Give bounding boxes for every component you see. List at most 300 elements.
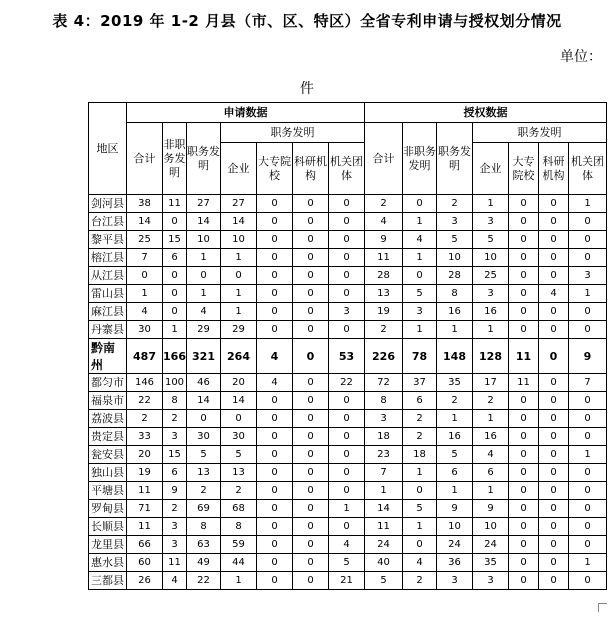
cell-value: 11 [163, 195, 187, 213]
cell-value: 14 [221, 213, 257, 231]
cell-value: 33 [127, 428, 163, 446]
table-row [89, 518, 607, 536]
cell-area: 黎平县 [89, 231, 127, 249]
cell-value: 30 [187, 428, 221, 446]
cell-value: 1 [403, 464, 437, 482]
cell-value: 24 [365, 536, 403, 554]
cell-value: 14 [187, 392, 221, 410]
cell-value: 0 [257, 213, 293, 231]
cell-value: 0 [329, 213, 365, 231]
cell-value: 6 [437, 464, 473, 482]
cell-value: 0 [509, 231, 539, 249]
cell-value: 3 [437, 572, 473, 590]
cell-value: 27 [221, 195, 257, 213]
cell-value: 4 [163, 572, 187, 590]
cell-value: 0 [257, 554, 293, 572]
cell-value: 0 [293, 536, 329, 554]
cell-area: 惠水县 [89, 554, 127, 572]
cell-value: 1 [473, 410, 509, 428]
table-row [89, 321, 607, 339]
patent-table [88, 102, 607, 590]
cell-value: 2 [187, 482, 221, 500]
cell-value: 0 [221, 267, 257, 285]
page-corner-mark [598, 603, 607, 612]
cell-value: 1 [403, 518, 437, 536]
cell-value: 0 [539, 554, 569, 572]
table-row [89, 536, 607, 554]
cell-value: 0 [403, 195, 437, 213]
cell-value: 2 [221, 482, 257, 500]
cell-value: 5 [437, 446, 473, 464]
cell-value: 1 [569, 554, 607, 572]
cell-value: 25 [473, 267, 509, 285]
cell-area: 剑河县 [89, 195, 127, 213]
cell-area: 黔南州 [89, 339, 127, 374]
cell-value: 0 [163, 213, 187, 231]
cell-area: 瓮安县 [89, 446, 127, 464]
cell-value: 2 [365, 195, 403, 213]
cell-value: 0 [329, 464, 365, 482]
cell-value: 63 [187, 536, 221, 554]
cell-value: 0 [539, 500, 569, 518]
cell-value: 36 [437, 554, 473, 572]
cell-value: 0 [509, 518, 539, 536]
cell-value: 20 [127, 446, 163, 464]
cell-value: 1 [187, 285, 221, 303]
cell-value: 0 [257, 267, 293, 285]
cell-value: 72 [365, 374, 403, 392]
cell-value: 1 [473, 482, 509, 500]
table-row [89, 374, 607, 392]
cell-value: 0 [293, 321, 329, 339]
cell-value: 4 [403, 231, 437, 249]
cell-value: 7 [127, 249, 163, 267]
cell-value: 0 [257, 231, 293, 249]
cell-value: 18 [365, 428, 403, 446]
cell-value: 0 [569, 249, 607, 267]
cell-area: 荔波县 [89, 410, 127, 428]
cell-value: 100 [163, 374, 187, 392]
cell-value: 24 [437, 536, 473, 554]
cell-value: 46 [187, 374, 221, 392]
cell-value: 0 [539, 464, 569, 482]
cell-value: 0 [293, 213, 329, 231]
cell-value: 0 [509, 303, 539, 321]
cell-value: 0 [257, 446, 293, 464]
cell-value: 1 [365, 482, 403, 500]
cell-value: 0 [539, 374, 569, 392]
cell-value: 19 [127, 464, 163, 482]
table-row [89, 195, 607, 213]
cell-value: 0 [257, 410, 293, 428]
cell-value: 0 [509, 536, 539, 554]
cell-value: 1 [473, 195, 509, 213]
cell-value: 0 [403, 267, 437, 285]
cell-value: 0 [569, 321, 607, 339]
cell-value: 1 [437, 321, 473, 339]
cell-value: 24 [473, 536, 509, 554]
header-grant-college: 大专院校 [509, 143, 539, 195]
table-body [89, 195, 607, 590]
cell-value: 0 [509, 267, 539, 285]
cell-value: 0 [329, 321, 365, 339]
header-app-enterprise: 企业 [221, 143, 257, 195]
cell-value: 0 [403, 482, 437, 500]
header-app-org: 机关团体 [329, 143, 365, 195]
cell-value: 2 [437, 392, 473, 410]
cell-value: 11 [509, 374, 539, 392]
cell-area: 麻江县 [89, 303, 127, 321]
table-row [89, 213, 607, 231]
cell-value: 0 [329, 267, 365, 285]
header-app-service: 职务发明 [187, 123, 221, 195]
cell-value: 19 [365, 303, 403, 321]
cell-value: 59 [221, 536, 257, 554]
table-row [89, 500, 607, 518]
cell-value: 66 [127, 536, 163, 554]
cell-value: 487 [127, 339, 163, 374]
cell-value: 1 [403, 249, 437, 267]
cell-area: 贵定县 [89, 428, 127, 446]
cell-value: 0 [293, 410, 329, 428]
cell-value: 4 [539, 285, 569, 303]
cell-value: 0 [509, 410, 539, 428]
cell-value: 0 [293, 374, 329, 392]
cell-value: 14 [187, 213, 221, 231]
cell-value: 0 [293, 267, 329, 285]
cell-value: 26 [127, 572, 163, 590]
cell-value: 0 [293, 500, 329, 518]
cell-value: 3 [473, 213, 509, 231]
table-row [89, 482, 607, 500]
cell-value: 25 [127, 231, 163, 249]
cell-value: 0 [293, 554, 329, 572]
cell-value: 17 [473, 374, 509, 392]
cell-value: 4 [127, 303, 163, 321]
cell-value: 0 [569, 213, 607, 231]
cell-value: 4 [403, 554, 437, 572]
cell-value: 28 [437, 267, 473, 285]
cell-value: 1 [437, 410, 473, 428]
cell-value: 0 [569, 410, 607, 428]
cell-value: 1 [127, 285, 163, 303]
cell-value: 0 [569, 303, 607, 321]
cell-value: 2 [127, 410, 163, 428]
cell-value: 0 [569, 428, 607, 446]
cell-value: 9 [365, 231, 403, 249]
cell-value: 0 [163, 303, 187, 321]
cell-value: 1 [221, 303, 257, 321]
cell-value: 9 [569, 339, 607, 374]
table-row [89, 410, 607, 428]
cell-value: 0 [539, 446, 569, 464]
cell-value: 3 [163, 518, 187, 536]
cell-value: 49 [187, 554, 221, 572]
cell-area: 三都县 [89, 572, 127, 590]
cell-value: 9 [163, 482, 187, 500]
header-app-total: 合计 [127, 123, 163, 195]
header-grant-service-invention: 职务发明 [473, 123, 607, 143]
header-area: 地区 [89, 103, 127, 195]
cell-value: 0 [509, 249, 539, 267]
cell-value: 3 [365, 410, 403, 428]
table-row [89, 249, 607, 267]
page-title: 表 4：2019 年 1-2 月县（市、区、特区）全省专利申请与授权划分情况 [52, 12, 562, 30]
header-grant-service: 职务发明 [437, 123, 473, 195]
cell-value: 30 [127, 321, 163, 339]
cell-value: 68 [221, 500, 257, 518]
cell-value: 10 [437, 249, 473, 267]
cell-value: 146 [127, 374, 163, 392]
cell-value: 0 [163, 267, 187, 285]
cell-value: 3 [473, 572, 509, 590]
cell-value: 3 [329, 303, 365, 321]
cell-value: 11 [365, 518, 403, 536]
table-row [89, 303, 607, 321]
cell-value: 4 [257, 339, 293, 374]
cell-value: 0 [293, 339, 329, 374]
cell-value: 0 [509, 500, 539, 518]
cell-value: 8 [365, 392, 403, 410]
cell-value: 20 [221, 374, 257, 392]
cell-value: 5 [365, 572, 403, 590]
cell-area: 福泉市 [89, 392, 127, 410]
cell-value: 3 [403, 303, 437, 321]
cell-value: 0 [569, 231, 607, 249]
cell-value: 321 [187, 339, 221, 374]
cell-value: 0 [509, 195, 539, 213]
cell-value: 13 [187, 464, 221, 482]
cell-value: 0 [293, 464, 329, 482]
table-row [89, 572, 607, 590]
cell-value: 3 [437, 213, 473, 231]
cell-value: 0 [257, 518, 293, 536]
cell-value: 0 [569, 572, 607, 590]
cell-value: 0 [509, 213, 539, 231]
cell-value: 53 [329, 339, 365, 374]
cell-area: 龙里县 [89, 536, 127, 554]
unit-label: 单位： [560, 49, 602, 65]
cell-value: 0 [257, 321, 293, 339]
cell-value: 0 [329, 285, 365, 303]
cell-value: 128 [473, 339, 509, 374]
cell-value: 0 [329, 446, 365, 464]
cell-value: 1 [221, 249, 257, 267]
cell-value: 27 [187, 195, 221, 213]
cell-value: 8 [163, 392, 187, 410]
cell-value: 22 [329, 374, 365, 392]
cell-value: 29 [221, 321, 257, 339]
cell-value: 0 [509, 285, 539, 303]
cell-value: 16 [473, 303, 509, 321]
cell-value: 0 [163, 285, 187, 303]
cell-area: 独山县 [89, 464, 127, 482]
cell-value: 0 [569, 482, 607, 500]
cell-value: 11 [163, 554, 187, 572]
cell-value: 0 [293, 446, 329, 464]
cell-value: 35 [473, 554, 509, 572]
cell-value: 3 [163, 536, 187, 554]
cell-value: 14 [365, 500, 403, 518]
cell-value: 0 [403, 536, 437, 554]
cell-value: 23 [365, 446, 403, 464]
cell-area: 罗甸县 [89, 500, 127, 518]
cell-value: 0 [509, 464, 539, 482]
cell-value: 1 [569, 285, 607, 303]
cell-value: 78 [403, 339, 437, 374]
cell-value: 1 [403, 321, 437, 339]
header-grant-enterprise: 企业 [473, 143, 509, 195]
cell-value: 1 [473, 321, 509, 339]
cell-value: 4 [257, 374, 293, 392]
cell-value: 7 [569, 374, 607, 392]
cell-value: 0 [539, 303, 569, 321]
table-row [89, 267, 607, 285]
cell-value: 0 [293, 518, 329, 536]
cell-value: 0 [539, 572, 569, 590]
cell-value: 3 [163, 428, 187, 446]
table-row [89, 554, 607, 572]
cell-value: 10 [473, 249, 509, 267]
cell-value: 10 [473, 518, 509, 536]
header-grant-research: 科研机构 [539, 143, 569, 195]
cell-area: 平塘县 [89, 482, 127, 500]
cell-value: 0 [539, 392, 569, 410]
cell-value: 0 [257, 285, 293, 303]
cell-value: 0 [293, 572, 329, 590]
cell-value: 11 [127, 482, 163, 500]
cell-value: 2 [365, 321, 403, 339]
cell-value: 0 [329, 231, 365, 249]
cell-value: 0 [539, 213, 569, 231]
cell-value: 4 [473, 446, 509, 464]
cell-area: 丹寨县 [89, 321, 127, 339]
cell-value: 0 [293, 303, 329, 321]
cell-value: 4 [329, 536, 365, 554]
cell-value: 0 [293, 231, 329, 249]
table-row [89, 392, 607, 410]
cell-value: 5 [329, 554, 365, 572]
cell-value: 0 [569, 392, 607, 410]
cell-value: 4 [187, 303, 221, 321]
cell-value: 1 [569, 446, 607, 464]
cell-value: 9 [473, 500, 509, 518]
table-row [89, 285, 607, 303]
cell-value: 2 [403, 428, 437, 446]
cell-value: 10 [437, 518, 473, 536]
cell-value: 5 [187, 446, 221, 464]
cell-value: 2 [437, 195, 473, 213]
cell-value: 1 [437, 482, 473, 500]
cell-value: 44 [221, 554, 257, 572]
cell-value: 0 [329, 518, 365, 536]
table-row [89, 231, 607, 249]
cell-value: 3 [569, 267, 607, 285]
cell-value: 0 [539, 231, 569, 249]
cell-value: 14 [221, 392, 257, 410]
cell-value: 30 [221, 428, 257, 446]
cell-value: 0 [539, 339, 569, 374]
cell-value: 2 [403, 410, 437, 428]
cell-value: 1 [329, 500, 365, 518]
header-app-college: 大专院校 [257, 143, 293, 195]
cell-value: 148 [437, 339, 473, 374]
cell-value: 0 [539, 249, 569, 267]
header-grant-group: 授权数据 [365, 103, 607, 123]
cell-value: 40 [365, 554, 403, 572]
cell-area: 从江县 [89, 267, 127, 285]
cell-value: 9 [437, 500, 473, 518]
cell-area: 都匀市 [89, 374, 127, 392]
cell-value: 1 [221, 285, 257, 303]
cell-value: 264 [221, 339, 257, 374]
table-row [89, 464, 607, 482]
cell-value: 8 [437, 285, 473, 303]
cell-value: 14 [127, 213, 163, 231]
cell-value: 13 [221, 464, 257, 482]
cell-value: 0 [257, 303, 293, 321]
cell-value: 5 [473, 231, 509, 249]
cell-value: 6 [163, 249, 187, 267]
cell-value: 6 [473, 464, 509, 482]
cell-value: 0 [509, 446, 539, 464]
cell-value: 38 [127, 195, 163, 213]
cell-value: 4 [365, 213, 403, 231]
cell-value: 0 [509, 554, 539, 572]
cell-value: 15 [163, 446, 187, 464]
cell-value: 0 [569, 464, 607, 482]
cell-value: 0 [509, 428, 539, 446]
cell-area: 台江县 [89, 213, 127, 231]
cell-value: 0 [329, 392, 365, 410]
cell-value: 0 [329, 249, 365, 267]
unit-value: 件 [300, 81, 314, 97]
cell-value: 0 [293, 285, 329, 303]
cell-value: 22 [187, 572, 221, 590]
header-app-research: 科研机构 [293, 143, 329, 195]
table-row [89, 428, 607, 446]
cell-value: 2 [473, 392, 509, 410]
cell-value: 1 [221, 572, 257, 590]
cell-value: 3 [473, 285, 509, 303]
cell-value: 1 [187, 249, 221, 267]
cell-value: 71 [127, 500, 163, 518]
cell-value: 18 [403, 446, 437, 464]
cell-value: 0 [293, 428, 329, 446]
cell-value: 16 [437, 303, 473, 321]
cell-value: 28 [365, 267, 403, 285]
cell-value: 0 [257, 500, 293, 518]
cell-value: 0 [257, 572, 293, 590]
cell-value: 6 [163, 464, 187, 482]
cell-value: 0 [539, 321, 569, 339]
cell-value: 6 [403, 392, 437, 410]
cell-value: 0 [293, 249, 329, 267]
cell-value: 11 [127, 518, 163, 536]
header-grant-org: 机关团体 [569, 143, 607, 195]
cell-area: 榕江县 [89, 249, 127, 267]
cell-value: 10 [187, 231, 221, 249]
cell-value: 16 [473, 428, 509, 446]
cell-value: 0 [257, 392, 293, 410]
cell-area: 长顺县 [89, 518, 127, 536]
cell-value: 0 [257, 536, 293, 554]
cell-value: 0 [257, 464, 293, 482]
header-application-group: 申请数据 [127, 103, 365, 123]
header-app-non-service: 非职务发明 [163, 123, 187, 195]
cell-value: 0 [221, 410, 257, 428]
cell-value: 0 [509, 482, 539, 500]
